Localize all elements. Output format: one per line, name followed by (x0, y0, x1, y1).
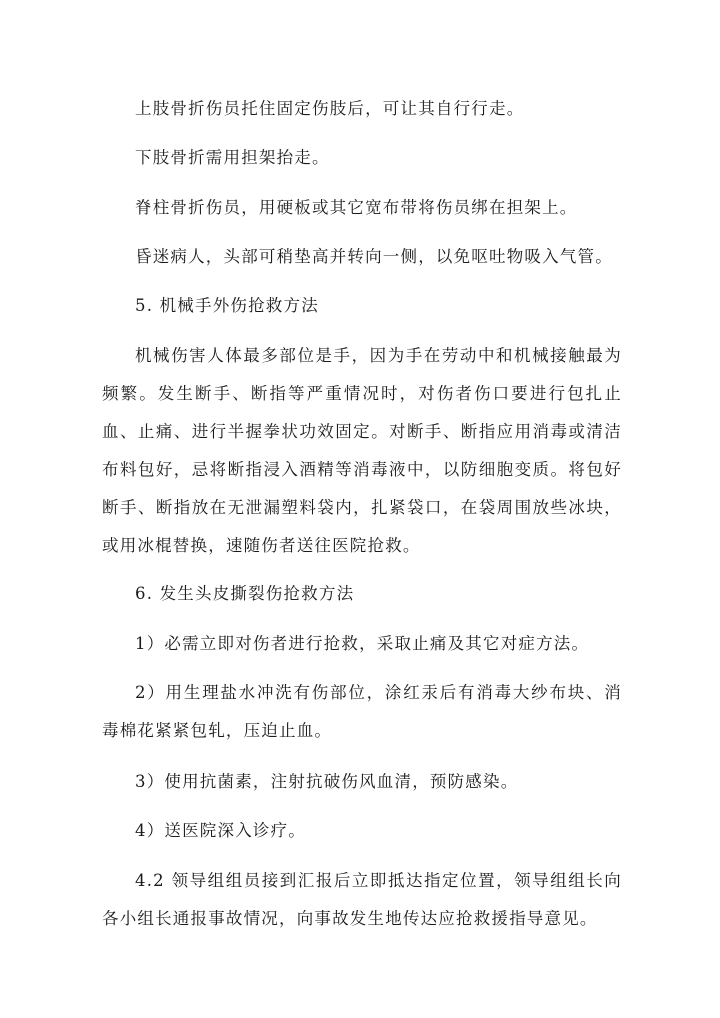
paragraph-upper-limb-fracture: 上肢骨折伤员托住固定伤肢后，可让其自行行走。 (135, 99, 525, 118)
paragraph-lower-limb-fracture: 下肢骨折需用担架抬走。 (135, 148, 330, 167)
paragraph-step-1: 1）必需立即对伤者进行抢救，采取止痛及其它对症方法。 (135, 634, 590, 653)
heading-hand-injury-rescue: 5. 机械手外伤抢救方法 (135, 296, 319, 315)
paragraph-step-4: 4）送医院深入诊疗。 (135, 821, 306, 840)
paragraph-spine-fracture: 脊柱骨折伤员，用硬板或其它宽布带将伤员绑在担架上。 (135, 198, 578, 217)
paragraph-step-3: 3）使用抗菌素，注射抗破伤风血清，预防感染。 (135, 772, 519, 791)
paragraph-unconscious-patient: 昏迷病人，头部可稍垫高并转向一侧，以免呕吐物吸入气管。 (135, 247, 613, 266)
paragraph-hand-injury-details: 机械伤害人体最多部位是手，因为手在劳动中和机械接触最为频繁。发生断手、断指等严重情况时，对伤者伤口要进行包扎止血、止痛、进行半握拳状功效固定。对断手、断指应用消毒或清洁布料包好，忌将断指浸入酒精等消毒液中，以防细胞变质。将包好断手、断指放在无泄漏塑料袋内，扎紧袋口，在袋周围放些冰块，或用冰棍替换，速随伤者送往医院抢救。 (102, 346, 622, 555)
paragraph-section-4-2: 4.2 领导组组员接到汇报后立即抵达指定位置，领导组组长向各小组长通报事故情况，向事故发生地传达应抢救援指导意见。 (102, 871, 622, 928)
heading-scalp-laceration-rescue: 6. 发生头皮撕裂伤抢救方法 (135, 584, 355, 603)
paragraph-step-2: 2）用生理盐水冲洗有伤部位，涂红汞后有消毒大纱布块、消毒棉花紧紧包轧，压迫止血。 (102, 683, 622, 740)
